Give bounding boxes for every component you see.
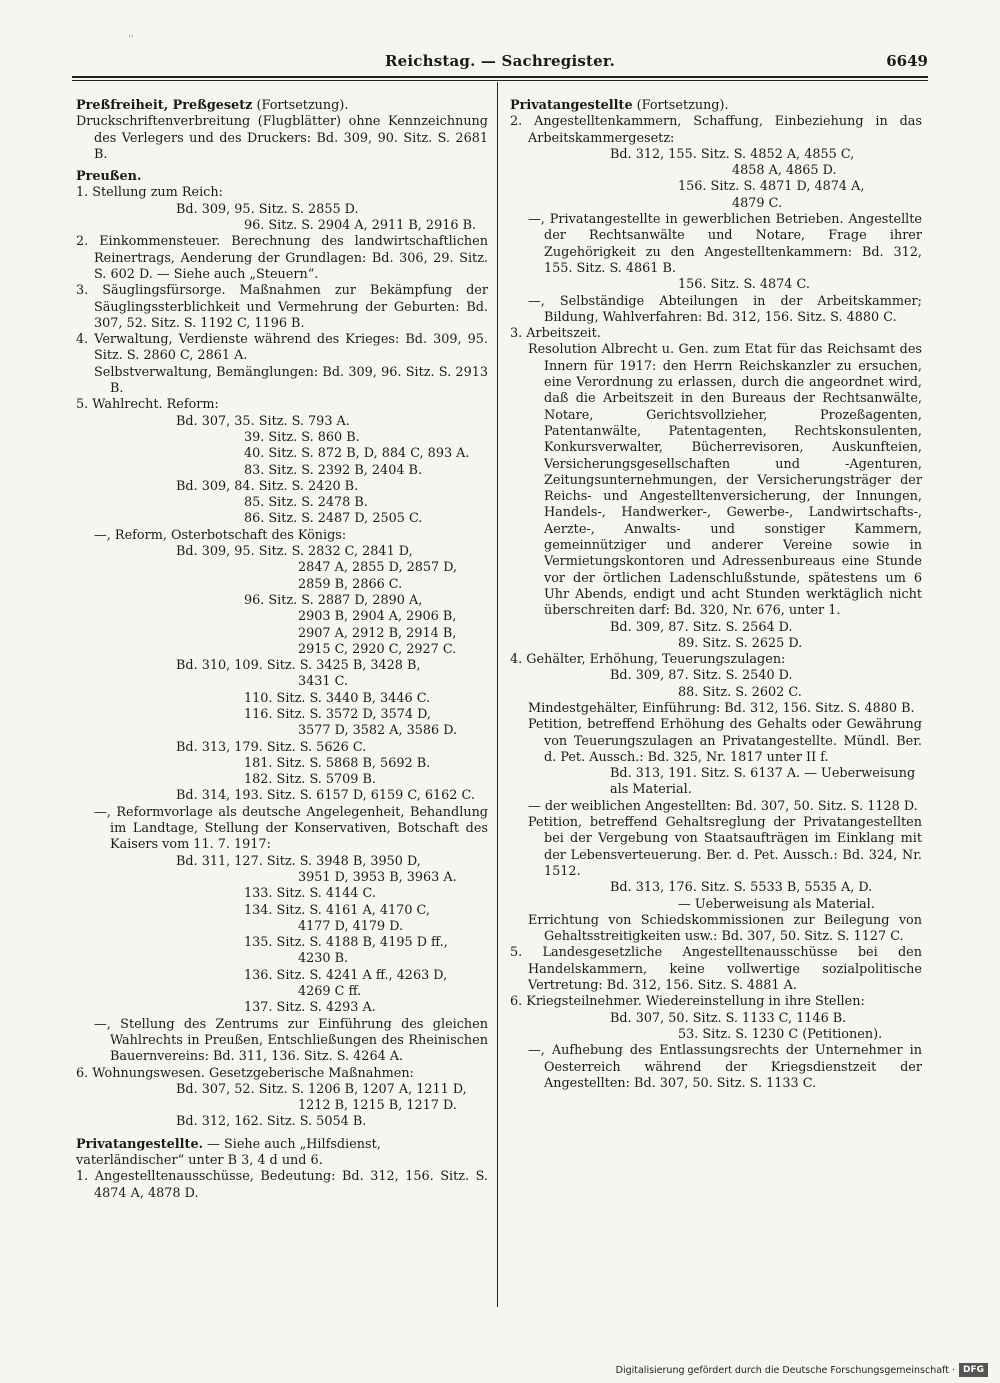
index-subentry: Selbstverwaltung, Bemänglungen: Bd. 309, 96. Sitz. S. 2913 B.: [94, 364, 488, 397]
page-reference: 3951 D, 3953 B, 3963 A.: [298, 869, 457, 885]
footer-text: Digitalisierung gefördert durch die Deutsche Forschungsgemeinschaft ·: [615, 1364, 955, 1376]
index-subentry: —, Aufhebung des Entlassungsrechts der Unternehmer in Oesterreich während der Kriegsdienstzeit der Angestellten: Bd. 307, 50. Sitz. S. 1133 C.: [528, 1043, 922, 1091]
section-heading: [76, 1137, 488, 1170]
dfg-logo: DFG: [959, 1363, 988, 1377]
index-subentry: Petition, betreffend Gehaltsreglung der Privatangestellten bei der Vergebung von Staatsaufträgen im Einklang mit der Lebensverteuerung. Ber. d. Pet. Aussch.: Bd. 324, Nr. 1512.: [528, 815, 922, 879]
page-reference: 136. Sitz. S. 4241 A ff., 4263 D,: [244, 967, 448, 983]
page-number: 6649: [886, 52, 928, 70]
index-entry: 1. Stellung zum Reich:: [76, 185, 223, 201]
index-entry: 3. Arbeitszeit.: [510, 326, 601, 342]
page-reference: Bd. 307, 52. Sitz. S. 1206 B, 1207 A, 1211 D,: [176, 1081, 467, 1097]
index-subentry: —, Reform, Osterbotschaft des Königs:: [94, 527, 347, 543]
index-entry: 2. Angestelltenkammern, Schaffung, Einbeziehung in das Arbeitskammergesetz:: [510, 114, 922, 146]
page-reference: Bd. 309, 87. Sitz. S. 2540 D.: [610, 668, 793, 684]
page-reference: 40. Sitz. S. 872 B, D, 884 C, 893 A.: [244, 446, 470, 462]
page-reference: 3577 D, 3582 A, 3586 D.: [298, 723, 458, 739]
page-reference: Bd. 310, 109. Sitz. S. 3425 B, 3428 B,: [176, 658, 421, 674]
index-subentry: — der weiblichen Angestellten: Bd. 307, 50. Sitz. S. 1128 D.: [528, 798, 918, 814]
page-reference: Bd. 311, 127. Sitz. S. 3948 B, 3950 D,: [176, 853, 421, 869]
page-reference: 156. Sitz. S. 4871 D, 4874 A,: [678, 179, 865, 195]
page-reference: 182. Sitz. S. 5709 B.: [244, 772, 376, 788]
page-reference: Bd. 309, 95. Sitz. S. 2855 D.: [176, 201, 359, 217]
page-reference: Bd. 307, 35. Sitz. S. 793 A.: [176, 413, 350, 429]
page-reference: Bd. 312, 155. Sitz. S. 4852 A, 4855 C,: [610, 146, 855, 162]
page-reference: 156. Sitz. S. 4874 C.: [678, 277, 810, 293]
index-entry: 6. Kriegsteilnehmer. Wiedereinstellung in ihre Stellen:: [510, 994, 865, 1010]
page-reference: 134. Sitz. S. 4161 A, 4170 C,: [244, 902, 430, 918]
page-reference: Bd. 312, 162. Sitz. S. 5054 B.: [176, 1114, 367, 1130]
section-title: Privatangestellte: [510, 98, 633, 113]
running-title: Reichstag. — Sachregister.: [384, 52, 616, 70]
page-reference: 2903 B, 2904 A, 2906 B,: [298, 609, 457, 625]
page-reference: Bd. 313, 179. Sitz. S. 5626 C.: [176, 739, 367, 755]
index-subentry: —, Reformvorlage als deutsche Angelegenheit, Behandlung im Landtage, Stellung der Konservativen, Botschaft des Kaisers vom 11. 7. 1917:: [94, 804, 488, 853]
header-rule: [72, 76, 928, 78]
page-reference: Bd. 313, 191. Sitz. S. 6137 A. — Ueberweisung als Material.: [610, 766, 916, 798]
page-reference: 89. Sitz. S. 2625 D.: [678, 635, 803, 651]
index-subentry: Errichtung von Schiedskommissionen zur Beilegung von Gehaltsstreitigkeiten usw.: Bd. 307, 50. Sitz. S. 1127 C.: [528, 912, 922, 945]
section-continuation: — Siehe auch „Hilfsdienst, vaterländischer“ unter B 3, 4 d und 6.: [76, 1136, 381, 1168]
page-reference: 137. Sitz. S. 4293 A.: [244, 1000, 376, 1016]
section-title: Privatangestellte.: [76, 1136, 204, 1152]
page-reference: 3431 C.: [298, 674, 349, 690]
page-reference: 96. Sitz. S. 2887 D, 2890 A,: [244, 592, 423, 608]
page-reference: 1212 B, 1215 B, 1217 D.: [298, 1098, 457, 1114]
section-heading: [510, 98, 922, 114]
index-entry: 4. Gehälter, Erhöhung, Teuerungszulagen:: [510, 652, 786, 668]
index-subentry: —, Privatangestellte in gewerblichen Betrieben. Angestellte der Rechtsanwälte und Notare, Frage ihrer Zugehörigkeit zu den Angestelltenkammern: Bd. 312, 155. Sitz. S. 4861 B.: [528, 212, 922, 276]
index-subentry: Resolution Albrecht u. Gen. zum Etat für das Reichsamt des Innern für 1917: den Herrn Reichskanzler zu ersuchen, eine Verordnung zu erlassen, durch die angeordnet wird, daß die Arbeitszeit in den Bureaus der Rechtsanwälte, Notare, Gerichtsvollzieher, Prozeßagenten, Patentanwälte, Patentagenten, Rechtskonsulenten, Konkursverwalter, Bücherrevisoren, Auskunfteien, Versicherungsgesellschaften und -Agenturen, Zeitungsunternehmungen, der Versicherungsträger der Reichs- und Angestelltenversicherung, der Innungen, Handels-, Handwerker-, Gewerbe-, Landwirtschafts-, Aerzte-, Anwalts- und sonstiger Kammern, gemeinnütziger und anderer Vereine sowie in Vermietungskontoren und Adressenbureaus eine Stunde vor der örtlichen Ladenschlußstunde, spätestens um 6 Uhr Abends, endigt und acht Stunden werktäglich nicht überschreiten darf: Bd. 320, Nr. 676, unter 1.: [528, 342, 922, 619]
page-reference: 2907 A, 2912 B, 2914 B,: [298, 625, 457, 641]
page-footer: [616, 1363, 988, 1377]
page-reference: 4269 C ff.: [298, 984, 362, 1000]
page-reference: 4879 C.: [732, 195, 783, 211]
index-subentry: —, Stellung des Zentrums zur Einführung des gleichen Wahlrechts in Preußen, Entschließungen des Rheinischen Bauernvereins: Bd. 311, 136. Sitz. S. 4264 A.: [94, 1016, 488, 1065]
column-divider: [497, 82, 498, 1307]
page-reference: 88. Sitz. S. 2602 C.: [678, 684, 802, 700]
index-entry: 5. Wahlrecht. Reform:: [76, 397, 219, 413]
margin-mark: '': [128, 34, 134, 45]
page-reference: 110. Sitz. S. 3440 B, 3446 C.: [244, 690, 431, 706]
page-reference: Bd. 307, 50. Sitz. S. 1133 C, 1146 B.: [610, 1010, 847, 1026]
index-subentry: —, Selbständige Abteilungen in der Arbeitskammer; Bildung, Wahlverfahren: Bd. 312, 156. Sitz. S. 4880 C.: [528, 293, 922, 325]
page-reference: 85. Sitz. S. 2478 B.: [244, 495, 368, 511]
page-reference: 2847 A, 2855 D, 2857 D,: [298, 560, 458, 576]
index-entry: 4. Verwaltung, Verdienste während des Krieges: Bd. 309, 95. Sitz. S. 2860 C, 2861 A.: [76, 332, 488, 364]
page-reference: Bd. 309, 95. Sitz. S. 2832 C, 2841 D,: [176, 544, 413, 560]
index-entry: 2. Einkommensteuer. Berechnung des landwirtschaftlichen Reinertrags, Aenderung der Grundlagen: Bd. 306, 29. Sitz. S. 602 D. — Siehe auch „Steuern“.: [76, 234, 488, 282]
section-continuation: (Fortsetzung).: [252, 98, 349, 113]
section-title: Preßfreiheit, Preßgesetz: [76, 98, 253, 113]
page-reference: 4230 B.: [298, 951, 349, 967]
section-heading: [76, 98, 488, 114]
page-reference: Bd. 309, 84. Sitz. S. 2420 B.: [176, 478, 359, 494]
index-entry: Druckschriftenverbreitung (Flugblätter) ohne Kennzeichnung des Verlegers und des Druckers: Bd. 309, 90. Sitz. S. 2681 B.: [76, 114, 488, 162]
page-reference: 2859 B, 2866 C.: [298, 576, 403, 592]
section-continuation: (Fortsetzung).: [632, 98, 729, 113]
section-title: Preußen.: [76, 169, 142, 185]
page-reference: Bd. 309, 87. Sitz. S. 2564 D.: [610, 619, 793, 635]
header-rule-thin: [72, 80, 928, 81]
page-reference: 135. Sitz. S. 4188 B, 4195 D ff.,: [244, 935, 448, 951]
page-reference: 39. Sitz. S. 860 B.: [244, 429, 360, 445]
page-reference: 86. Sitz. S. 2487 D, 2505 C.: [244, 511, 423, 527]
page-reference: — Ueberweisung als Material.: [678, 896, 875, 912]
index-entry: 3. Säuglingsfürsorge. Maßnahmen zur Bekämpfung der Säuglingssterblichkeit und Vermehrung der Geburten: Bd. 307, 52. Sitz. S. 1192 C, 1196 B.: [76, 283, 488, 331]
right-column: [510, 92, 922, 1092]
section-heading: [76, 169, 488, 185]
index-entry: 6. Wohnungswesen. Gesetzgeberische Maßnahmen:: [76, 1065, 414, 1081]
page-header: [72, 52, 928, 74]
index-subentry: Mindestgehälter, Einführung: Bd. 312, 156. Sitz. S. 4880 B.: [528, 700, 915, 716]
page-reference: 2915 C, 2920 C, 2927 C.: [298, 641, 457, 657]
page-reference: Bd. 313, 176. Sitz. S. 5533 B, 5535 A, D.: [610, 880, 873, 896]
index-entry: 1. Angestelltenausschüsse, Bedeutung: Bd. 312, 156. Sitz. S. 4874 A, 4878 D.: [76, 1169, 488, 1201]
page-reference: 116. Sitz. S. 3572 D, 3574 D,: [244, 706, 431, 722]
page-reference: 181. Sitz. S. 5868 B, 5692 B.: [244, 755, 431, 771]
page-reference: 96. Sitz. S. 2904 A, 2911 B, 2916 B.: [244, 218, 477, 234]
page-reference: 133. Sitz. S. 4144 C.: [244, 886, 376, 902]
page-reference: 83. Sitz. S. 2392 B, 2404 B.: [244, 462, 423, 478]
page-reference: 53. Sitz. S. 1230 C (Petitionen).: [678, 1026, 883, 1042]
index-entry: 5. Landesgesetzliche Angestelltenausschüsse bei den Handelskammern, keine vollwertige sozialpolitische Vertretung: Bd. 312, 156. Sitz. S. 4881 A.: [510, 945, 922, 994]
page-reference: Bd. 314, 193. Sitz. S. 6157 D, 6159 C, 6162 C.: [176, 788, 475, 804]
left-column: [76, 92, 488, 1202]
page-reference: 4858 A, 4865 D.: [732, 163, 837, 179]
page-reference: 4177 D, 4179 D.: [298, 918, 404, 934]
index-subentry: Petition, betreffend Erhöhung des Gehalts oder Gewährung von Teuerungszulagen an Privatangestellte. Mündl. Ber. d. Pet. Aussch.: Bd. 325, Nr. 1817 unter II f.: [528, 717, 922, 765]
